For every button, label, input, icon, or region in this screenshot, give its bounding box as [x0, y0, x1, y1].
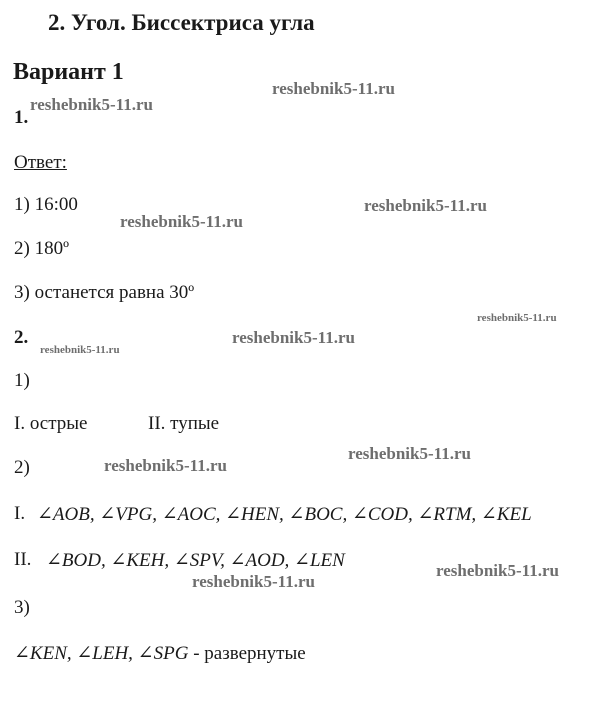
- task-2-part-1-acute: I. острые: [14, 413, 88, 434]
- watermark: reshebnik5-11.ru: [104, 456, 227, 475]
- watermark: reshebnik5-11.ru: [40, 344, 120, 356]
- watermark: reshebnik5-11.ru: [272, 79, 395, 98]
- watermark: reshebnik5-11.ru: [120, 212, 243, 231]
- variant-title: Вариант 1: [13, 59, 124, 85]
- task-1-item-1: 1) 16:00: [14, 194, 78, 215]
- task-1-item-3: 3) останется равна 30º: [14, 282, 195, 303]
- task-2-part-3-suffix: - развернутые: [188, 643, 306, 664]
- watermark: reshebnik5-11.ru: [232, 328, 355, 347]
- task-2-part-1-label: 1): [14, 370, 30, 391]
- task-2-part-2-II-prefix: II.: [14, 549, 32, 570]
- task-2-part-2-I-prefix: I.: [14, 503, 26, 524]
- task-2-part-3-line: [14, 642, 306, 665]
- task-2-number: 2.: [14, 327, 29, 348]
- task-2-part-1-obtuse: II. тупые: [148, 413, 220, 434]
- task-2-part-2-II-angles: ∠BOD, ∠KEH, ∠SPV, ∠AOD, ∠LEN: [46, 550, 345, 571]
- watermark: reshebnik5-11.ru: [364, 196, 487, 215]
- task-2-part-2-I-angles: ∠AOB, ∠VPG, ∠AOC, ∠HEN, ∠BOC, ∠COD, ∠RTM, ∠KEL: [37, 504, 532, 525]
- task-1-number: 1.: [14, 107, 29, 128]
- task-2-part-3-angles: ∠KEN, ∠LEH, ∠SPG: [14, 643, 189, 664]
- watermark: reshebnik5-11.ru: [192, 572, 315, 591]
- watermark: reshebnik5-11.ru: [436, 561, 559, 580]
- watermark: reshebnik5-11.ru: [477, 312, 557, 324]
- answer-label: Ответ:: [14, 152, 67, 173]
- task-2-part-2-label: 2): [14, 457, 30, 478]
- task-2-part-3-label: 3): [14, 597, 30, 618]
- section-title: 2. Угол. Биссектриса угла: [48, 10, 315, 35]
- watermark: reshebnik5-11.ru: [30, 95, 153, 114]
- task-1-item-2: 2) 180º: [14, 238, 69, 259]
- watermark: reshebnik5-11.ru: [348, 444, 471, 463]
